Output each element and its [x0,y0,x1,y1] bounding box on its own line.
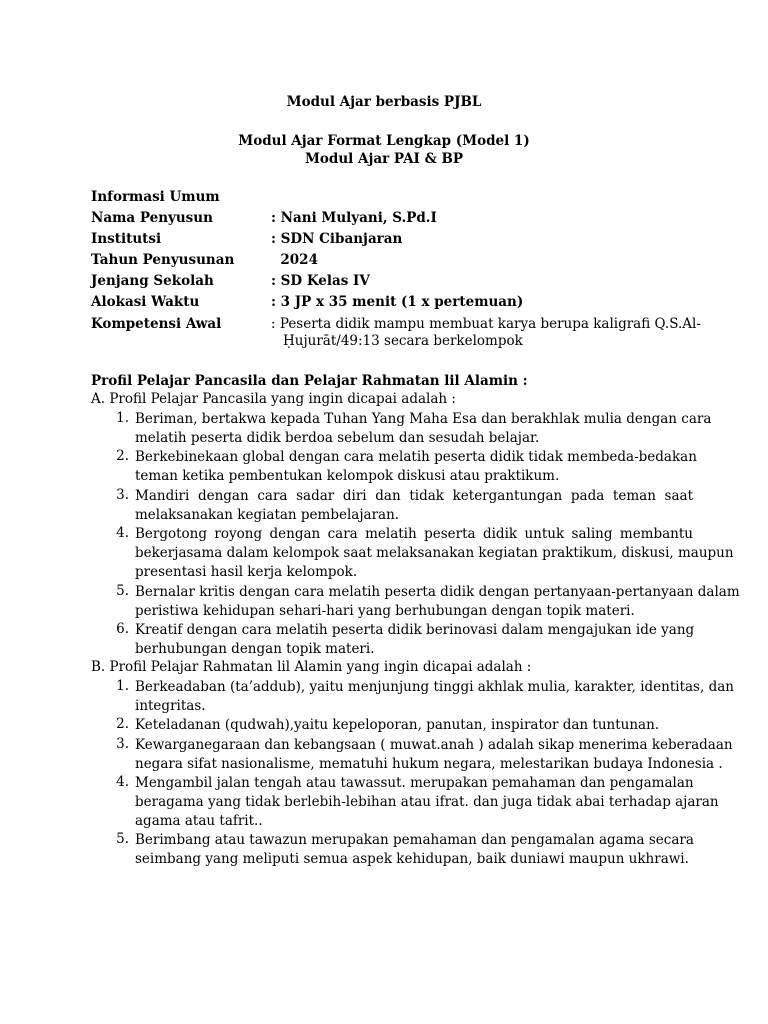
list-text-line: seimbang yang meliputi semua aspek kehidupan, baik duniawi maupun ukhrawi. [135,851,689,867]
info-row-jenjang [91,273,701,293]
list-text-line: Beriman, bertakwa kepada Tuhan Yang Maha Esa dan berakhlak mulia dengan cara [135,411,712,427]
info-value-cont: Ḥujurāt/49:13 secara berkelompok [283,333,523,349]
list-text-line: Berkebinekaan global dengan cara melatih peserta didik tidak membeda-bedakan [135,449,697,465]
list-text-line: berhubungan dengan topik materi. [135,641,375,657]
list-text-line: teman ketika pembentukan kelompok diskusi atau praktikum. [135,468,560,484]
list-text [135,487,693,525]
list-text-line: Mandiri dengan cara sadar diri dan tidak ketergantungan pada teman saat [135,488,693,504]
list-text-line: Berkeadaban (ta’addub), yaitu menjunjung tinggi akhlak mulia, karakter, identitas, dan [135,679,734,695]
list-text-line: integritas. [135,698,206,714]
info-label: Institutsi [91,231,162,247]
list-text [135,621,693,659]
list-text-line: peristiwa kehidupan sehari-hari yang berhubungan dengan topik materi. [135,603,635,619]
doc-subtitle: Modul Ajar Format Lengkap (Model 1) [238,133,530,149]
doc-title: Modul Ajar berbasis PJBL [286,94,482,110]
list-number: 6. [116,621,129,637]
list-number: 1. [116,678,129,694]
list-number: 3. [116,736,129,752]
list-text-line: Kewarganegaraan dan kebangsaan ( muwat.anah ) adalah sikap menerima keberadaan [135,737,733,753]
list-number: 5. [116,831,129,847]
list-text-line: presentasi hasil kerja kelompok. [135,564,358,580]
info-row-tahun [91,252,701,272]
list-text [135,678,734,716]
list-number: 5. [116,583,129,599]
list-number: 2. [116,448,129,464]
doc-subtitle-2: Modul Ajar PAI & BP [304,151,464,167]
info-row-alokasi [91,294,701,314]
info-value: : Nani Mulyani, S.Pd.I [271,210,437,226]
info-value: : SDN Cibanjaran [271,231,403,247]
info-label: Nama Penyusun [91,210,213,226]
info-heading: Informasi Umum [91,189,220,205]
info-row-institusi [91,231,701,251]
list-text [135,525,734,582]
list-text-line: beragama yang tidak berlebih-lebihan atau ifrat. dan juga tidak abai terhadap ajaran [135,794,719,810]
list-text [135,583,740,621]
list-number: 4. [116,774,129,790]
list-number: 2. [116,716,129,732]
list-text-line: Berimbang atau tawazun merupakan pemahaman dan pengamalan agama secara [135,832,694,848]
info-row-kompetensi [91,316,701,356]
list-text-line: Kreatif dengan cara melatih peserta didik berinovasi dalam mengajukan ide yang [135,622,695,638]
info-label: Tahun Penyusunan [91,252,235,268]
info-label: Jenjang Sekolah [91,273,214,289]
info-value: : 3 JP x 35 menit (1 x pertemuan) [271,294,524,310]
section-b-heading: B. Profil Pelajar Rahmatan lil Alamin yang ingin dicapai adalah : [91,659,532,675]
info-row-penyusun [91,210,701,230]
list-text [135,774,719,831]
list-text-line: negara sifat nasionalisme, mematuhi hukum negara, melestarikan budaya Indonesia . [135,756,723,772]
list-text-line: agama atau tafrit.. [135,813,263,829]
list-text-line: melatih peserta didik berdoa sebelum dan sesudah belajar. [135,430,540,446]
list-text-line: Mengambil jalan tengah atau tawassut. merupakan pemahaman dan pengamalan [135,775,694,791]
info-value: : Peserta didik mampu membuat karya berupa kaligrafi Q.S.Al- [271,316,701,332]
list-text-line: Keteladanan (qudwah),yaitu kepeloporan, panutan, inspirator dan tuntunan. [135,717,660,733]
list-text-line: bekerjasama dalam kelompok saat melaksanakan kegiatan praktikum, diskusi, maupun [135,545,734,561]
list-text [135,448,697,486]
info-label: Kompetensi Awal [91,316,222,332]
info-value: : SD Kelas IV [271,273,370,289]
list-number: 1. [116,410,129,426]
list-number: 3. [116,487,129,503]
list-text-line: melaksanakan kegiatan pembelajaran. [135,507,400,523]
list-text-line: Bernalar kritis dengan cara melatih peserta didik dengan pertanyaan-pertanyaan dalam [135,584,740,600]
list-text-line: Bergotong royong dengan cara melatih peserta didik untuk saling membantu [135,526,693,542]
profil-heading: Profil Pelajar Pancasila dan Pelajar Rahmatan lil Alamin : [91,373,528,389]
list-text [135,831,693,869]
info-label: Alokasi Waktu [91,294,200,310]
info-value: 2024 [271,252,318,268]
list-text [135,716,693,735]
list-text [135,736,733,774]
list-number: 4. [116,525,129,541]
section-a-heading: A. Profil Pelajar Pancasila yang ingin dicapai adalah : [91,391,456,407]
list-text [135,410,712,448]
